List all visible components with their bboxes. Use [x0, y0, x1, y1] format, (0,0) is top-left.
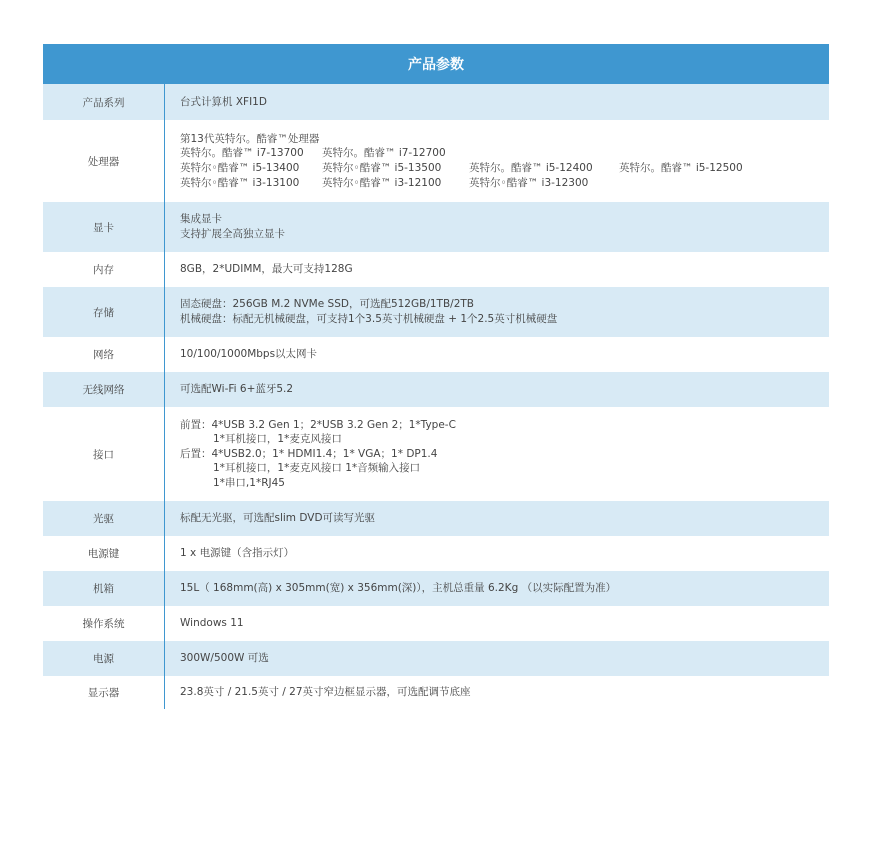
processor-item: 英特尔◦酷睿™ i3-13100 — [180, 176, 300, 189]
value-line: 支持扩展全高独立显卡 — [180, 228, 285, 240]
row-label: 显示器 — [43, 676, 165, 709]
row-network — [43, 337, 829, 372]
row-wireless — [43, 372, 829, 407]
row-value — [165, 546, 829, 561]
value-line: Windows 11 — [180, 617, 244, 630]
processor-item: 英特尔。酷睿™ i5-12400 — [469, 162, 593, 174]
processor-item: 英特尔。酷睿™ i7-12700 — [322, 147, 446, 160]
row-label: 接口 — [43, 407, 165, 501]
value-line: 前置：4*USB 3.2 Gen 1；2*USB 3.2 Gen 2；1*Type-C — [180, 418, 456, 431]
row-label: 网络 — [43, 337, 165, 372]
spec-table-title: 产品参数 — [43, 44, 829, 84]
row-value — [165, 581, 829, 596]
processor-heading: 第13代英特尔。酷睿™处理器 — [180, 132, 320, 145]
row-value — [165, 418, 829, 491]
value-line: 台式计算机 XFI1D — [180, 95, 267, 108]
row-optical-drive — [43, 501, 829, 536]
row-ports — [43, 407, 829, 501]
value-line: 集成显卡 — [180, 213, 222, 226]
processor-item: 英特尔。酷睿™ i5-12500 — [619, 162, 743, 174]
row-value — [165, 132, 829, 190]
processor-item: 英特尔。酷睿™ i7-13700 — [180, 147, 304, 160]
row-label: 操作系统 — [43, 606, 165, 641]
processor-item — [619, 176, 749, 191]
value-line: 23.8英寸 / 21.5英寸 / 27英寸窄边框显示器，可选配调节底座 — [180, 686, 471, 699]
row-power-button — [43, 536, 829, 571]
value-line: 15L（ 168mm(高) x 305mm(宽) x 356mm(深)），主机总重量 6.2Kg （以实际配置为准） — [180, 582, 617, 595]
row-value — [165, 212, 829, 241]
processor-item — [619, 146, 749, 161]
value-line: 1*耳机接口，1*麦克风接口 — [213, 433, 342, 446]
spec-table — [43, 44, 829, 709]
row-processor — [43, 120, 829, 202]
row-graphics — [43, 202, 829, 252]
value-line: 机械硬盘：标配无机械硬盘，可支持1个3.5英寸机械硬盘 + 1个2.5英寸机械硬盘 — [180, 313, 558, 325]
value-line: 1*串口,1*RJ45 — [213, 476, 285, 489]
value-line: 标配无光驱，可选配slim DVD可读写光驱 — [180, 512, 376, 525]
processor-item: 英特尔◦酷睿™ i5-13500 — [322, 162, 442, 174]
row-memory — [43, 252, 829, 287]
row-operating-system — [43, 606, 829, 641]
row-storage — [43, 287, 829, 337]
row-label: 电源键 — [43, 536, 165, 571]
row-label: 存储 — [43, 287, 165, 337]
row-value — [165, 685, 829, 700]
row-label: 无线网络 — [43, 372, 165, 407]
row-value — [165, 347, 829, 362]
row-label: 产品系列 — [43, 84, 165, 120]
row-value — [165, 651, 829, 666]
row-product-series — [43, 84, 829, 120]
row-value — [165, 262, 829, 277]
row-label: 光驱 — [43, 501, 165, 536]
row-value — [165, 95, 829, 110]
row-label: 内存 — [43, 252, 165, 287]
processor-item: 英特尔◦酷睿™ i3-12100 — [322, 176, 442, 189]
row-monitor — [43, 676, 829, 709]
row-value — [165, 616, 829, 631]
processor-item: 英特尔◦酷睿™ i3-12300 — [469, 176, 589, 189]
row-label: 处理器 — [43, 120, 165, 202]
processor-list — [180, 146, 829, 190]
value-line: 固态硬盘：256GB M.2 NVMe SSD，可选配512GB/1TB/2TB — [180, 298, 474, 311]
row-chassis — [43, 571, 829, 606]
row-value — [165, 297, 829, 326]
value-line: 可选配Wi-Fi 6+蓝牙5.2 — [180, 383, 294, 396]
row-label: 显卡 — [43, 202, 165, 252]
value-line: 10/100/1000Mbps以太网卡 — [180, 348, 318, 361]
processor-item — [469, 146, 619, 161]
row-value — [165, 511, 829, 526]
value-line: 8GB，2*UDIMM，最大可支持128G — [180, 263, 353, 276]
value-line: 1*耳机接口，1*麦克风接口 1*音频输入接口 — [213, 462, 421, 475]
row-label: 电源 — [43, 641, 165, 676]
value-line: 1 x 电源键（含指示灯） — [180, 547, 295, 560]
row-value — [165, 382, 829, 397]
processor-item: 英特尔◦酷睿™ i5-13400 — [180, 162, 300, 174]
value-line: 300W/500W 可选 — [180, 652, 269, 665]
row-power-supply — [43, 641, 829, 676]
row-label: 机箱 — [43, 571, 165, 606]
value-line: 后置：4*USB2.0；1* HDMI1.4；1* VGA；1* DP1.4 — [180, 447, 438, 460]
